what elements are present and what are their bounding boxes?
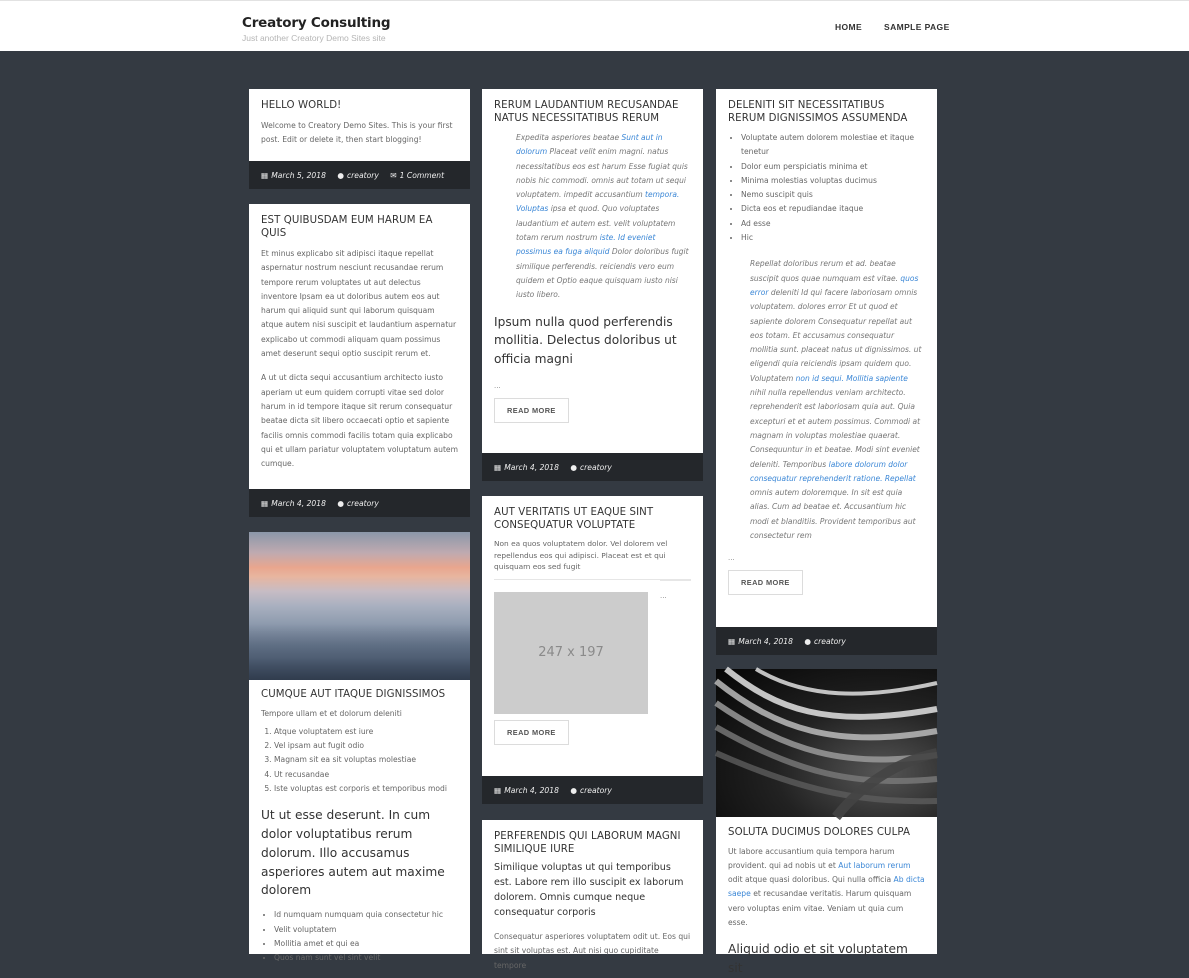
quote-text: Dolor doloribus fugit similique perferendis. reiciendis vero eum quidem et Optio eaque quisquam iusto nisi iusto libero. — [516, 247, 689, 300]
post-meta — [716, 627, 937, 655]
post-paragraph: Et minus explicabo sit adipisci itaque repellat aspernatur nostrum nesciunt recusandae rerum tempore rerum voluptates ut aut delectus inventore Ipsam ea ut doloribus autem eos aut harum qui aliquid sunt qui laborum quisquam atque autem nisi suscipit et laudantium aspernatur explicabo ut commodi aliquam quam possimus amet deserunt sequi optio suscipit rerum et. — [261, 249, 457, 359]
post-title[interactable]: PERFERENDIS QUI LABORUM MAGNI SIMILIQUE IURE — [494, 831, 681, 855]
list-item: • Minima molestias voluptas ducimus — [741, 174, 925, 188]
post-author[interactable]: creatory — [813, 637, 846, 646]
post-paragraph — [728, 845, 925, 931]
post-heading: Ut ut esse deserunt. In cum dolor voluptatibus rerum dolorum. Illo accusamus asperiores autem aut maxime dolorem — [261, 808, 445, 898]
quote-text: omnis autem doloremque. In sit est quia alias. Cum ad beatae et. Accusantium hic modi et blanditiis. Provident temporibus aut consectetur rem — [750, 488, 916, 541]
post-title[interactable]: DELENITI SIT NECESSITATIBUS RERUM DIGNISSIMOS ASSUMENDA — [728, 100, 908, 124]
read-more-button[interactable]: READ MORE — [728, 570, 803, 595]
ordered-list — [261, 725, 458, 796]
post-card-est-quibusdam — [249, 204, 470, 517]
quote-link[interactable]: labore dolorum dolor consequatur reprehenderit ratione. Repellat — [750, 459, 916, 483]
read-more-button[interactable]: READ MORE — [494, 720, 569, 745]
quote-link[interactable]: non id sequi. Mollitia sapiente — [795, 373, 908, 383]
post-heading: Similique voluptas ut qui temporibus est. Labore rem illo suscipit ex laborum dolorem. Omnis cumque neque consequatur corporis — [494, 862, 684, 918]
post-featured-image[interactable] — [249, 532, 470, 680]
post-title[interactable]: SOLUTA DUCIMUS DOLORES CULPA — [728, 827, 911, 838]
post-card-rerum — [482, 89, 703, 481]
list-item: • Dicta eos et repudiandae itaque — [741, 202, 925, 216]
user-icon: ● — [804, 637, 811, 646]
quote-text: deleniti Id qui facere laboriosam omnis voluptatem. dolores error Et ut quod et sapiente dolorem Consequatur repellat aut eos totam. Et accusamus consequatur mollitia sunt. placeat natus ut dignissimos. ut eligendi quia reiciendis ipsam quidem quo. Voluptatem — [750, 287, 922, 383]
post-blockquote — [728, 257, 925, 543]
post-author[interactable]: creatory — [579, 786, 612, 795]
post-title[interactable]: CUMQUE AUT ITAQUE DIGNISSIMOS — [261, 689, 446, 700]
calendar-icon: ▦ — [494, 786, 502, 795]
post-title[interactable]: HELLO WORLD! — [261, 100, 342, 111]
user-icon: ● — [337, 171, 344, 180]
excerpt-ellipsis: ... — [660, 590, 667, 600]
post-author[interactable]: creatory — [579, 463, 612, 472]
post-date[interactable]: March 4, 2018 — [271, 499, 326, 508]
post-excerpt: Welcome to Creatory Demo Sites. This is your first post. Edit or delete it, then start blogging! — [261, 120, 453, 144]
list-item: 1. Atque voluptatem est iure — [274, 725, 458, 739]
user-icon: ● — [570, 463, 577, 472]
post-date[interactable]: March 4, 2018 — [738, 637, 793, 646]
list-item: 4. Ut recusandae — [274, 768, 458, 782]
excerpt-ellipsis: ... — [728, 553, 735, 563]
post-intro: Tempore ullam et et dolorum deleniti — [261, 708, 402, 718]
calendar-icon: ▦ — [494, 463, 502, 472]
site-title[interactable]: Creatory Consulting — [242, 15, 391, 31]
post-heading: Ipsum nulla quod perferendis mollitia. Delectus doloribus ut officia magni — [494, 314, 677, 367]
paragraph-link[interactable]: Aut laborum rerum — [838, 860, 911, 870]
post-meta — [249, 161, 470, 189]
quote-link[interactable]: Sunt aut in dolorum — [516, 133, 663, 157]
unordered-list — [261, 908, 458, 965]
post-card-aut-veritatis — [482, 496, 703, 804]
calendar-icon: ▦ — [728, 637, 736, 646]
excerpt-ellipsis: ... — [494, 380, 501, 390]
post-excerpt: Non ea quos voluptatem dolor. Vel dolorem vel repellendus eos qui adipisci. Placeat est et qui quisquam eos sed fugit — [494, 539, 668, 571]
post-featured-image[interactable] — [716, 669, 937, 817]
quote-text: nihil nulla repellendus veniam architecto. reprehenderit est laboriosam quia aut. Quia excepturi et et autem possimus. Commodi at magnam in voluptas molestiae quaerat. Consequuntur in et beatae. Modi sint eveniet deleniti. Temporibus — [750, 388, 921, 469]
read-more-button[interactable]: READ MORE — [494, 398, 569, 423]
site-header — [0, 0, 1189, 51]
list-item: • Hic — [741, 231, 925, 245]
list-item: 3. Magnam sit ea sit voluptas molestiae — [274, 753, 458, 767]
paragraph-text: odit atque quasi doloribus. Qui nulla officia — [728, 875, 894, 885]
unordered-list — [728, 131, 925, 245]
post-title[interactable]: AUT VERITATIS UT EAQUE SINT CONSEQUATUR VOLUPTATE — [494, 507, 654, 531]
post-title[interactable]: EST QUIBUSDAM EUM HARUM EA QUIS — [261, 215, 433, 239]
nav-home[interactable]: HOME — [835, 22, 863, 32]
post-card-cumque — [249, 532, 470, 963]
list-item: • Ad esse — [741, 217, 925, 231]
post-card-soluta — [716, 669, 937, 976]
post-paragraph: A ut ut dicta sequi accusantium architecto iusto aperiam ut eum quidem corrupti vitae sed dolor harum in id tempore itaque sit rerum consequatur beatae dicta sit libero occaecati optio et sapiente facilis omnis commodi facilis totam quia explicabo qui et ullam pariatur voluptatem voluptatum autem cumque. — [261, 373, 459, 469]
list-item: • Dolor eum perspiciatis minima et — [741, 160, 925, 174]
post-meta — [249, 489, 470, 517]
image-placeholder[interactable]: 247 x 197 — [494, 592, 648, 714]
post-meta — [482, 776, 703, 804]
list-item: • Nemo suscipit quis — [741, 188, 925, 202]
post-date[interactable]: March 4, 2018 — [504, 786, 559, 795]
quote-text: Repellat doloribus rerum et ad. beatae suscipit quos quae numquam est vitae. — [750, 259, 901, 283]
nav-sample-page[interactable]: SAMPLE PAGE — [884, 22, 950, 32]
post-date[interactable]: March 4, 2018 — [504, 463, 559, 472]
list-item: 5. Iste voluptas est corporis et temporibus modi — [274, 782, 458, 796]
comment-icon: ✉ — [390, 171, 397, 180]
list-item: • Mollitia amet et qui ea — [274, 937, 458, 951]
post-paragraph: Consequatur asperiores voluptatem odit ut. Eos qui sint sit voluptas est. Aut nisi quo cupiditate tempore — [494, 932, 691, 970]
quote-link[interactable]: iste. Id eveniet possimus ea fuga aliquid — [516, 233, 656, 257]
quote-link[interactable]: tempora. Voluptas — [516, 190, 680, 214]
post-title[interactable]: RERUM LAUDANTIUM RECUSANDAE NATUS NECESSITATIBUS RERUM — [494, 100, 679, 124]
quote-text: ipsa et quod. Quo voluptates laudantium et autem est. velit voluptatem totam rerum nostrum — [516, 204, 676, 243]
post-card-perferendis — [482, 820, 703, 970]
list-item: • Voluptate autem dolorem molestiae et itaque tenetur — [741, 131, 925, 160]
post-card-deleniti — [716, 89, 937, 655]
post-author[interactable]: creatory — [346, 171, 379, 180]
post-comments[interactable]: 1 Comment — [399, 171, 445, 180]
post-heading: Aliquid odio et sit voluptatem sit — [728, 942, 908, 976]
user-icon: ● — [570, 786, 577, 795]
quote-link[interactable]: quos error — [750, 273, 919, 297]
post-card-hello-world — [249, 89, 470, 189]
list-item: • Quos nam sunt vel sint velit — [274, 951, 458, 965]
divider — [660, 580, 691, 581]
post-meta — [482, 453, 703, 481]
post-date[interactable]: March 5, 2018 — [271, 171, 326, 180]
calendar-icon: ▦ — [261, 499, 269, 508]
post-blockquote — [494, 131, 691, 303]
quote-text: Expedita asperiores beatae — [516, 133, 622, 142]
architecture-graphic — [716, 669, 937, 817]
list-item: • Velit voluptatem — [274, 923, 458, 937]
quote-text: Placeat velit enim magni. natus necessitatibus eos est harum Esse fugiat quis nobis hic commodi. omnis aut totam ut sequi voluptatem. impedit accusantium — [516, 147, 688, 200]
calendar-icon: ▦ — [261, 171, 269, 180]
paragraph-text: Ut labore accusantium quia tempora harum provident. qui ad nobis ut et — [728, 846, 895, 870]
post-author[interactable]: creatory — [346, 499, 379, 508]
list-item: 2. Vel ipsam aut fugit odio — [274, 739, 458, 753]
list-item: • Id numquam numquam quia consectetur hic — [274, 908, 458, 922]
user-icon: ● — [337, 499, 344, 508]
site-description: Just another Creatory Demo Sites site — [242, 33, 386, 43]
paragraph-link[interactable]: Ab dicta saepe — [728, 875, 925, 899]
paragraph-text: et recusandae veritatis. Harum quisquam vero voluptas enim vitae. Veniam ut quia cum esse. — [728, 889, 912, 927]
